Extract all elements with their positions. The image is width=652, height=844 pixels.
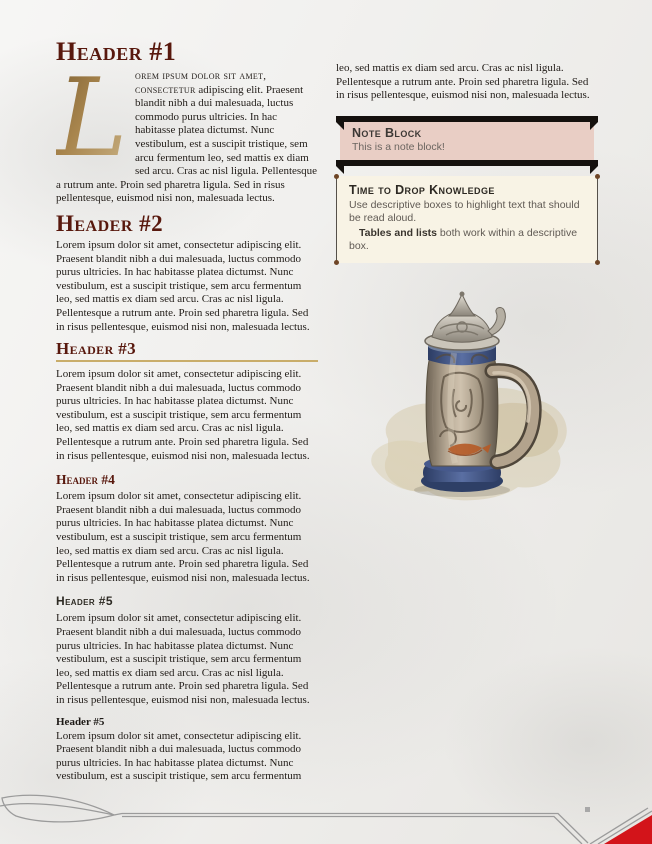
svg-text:L: L bbox=[56, 73, 128, 167]
ribbon-tip-icon bbox=[336, 166, 344, 174]
paragraph-body: adipiscing elit. Praesent blandit nibh a dui malesuada, luctus commodo purus ultricies. In hac habitasse platea dictumst. Nunc vestibulum, est a suscipit tristique, sem arcu fermentum leo, sed mattis ex diam sed arcu. Cras ac nisl ligula. Pellentesque a rutrum ante. Proin sed pharetra ligula. Sed in risus pellentesque, euismod nisi non, malesuada lectus. bbox=[56, 83, 318, 205]
ribbon-tip-icon bbox=[336, 122, 344, 130]
header-3: Header #3 bbox=[56, 340, 318, 362]
page-corner-ribbon-icon bbox=[604, 815, 652, 844]
footer-flourish bbox=[0, 794, 652, 844]
beer-stein-icon bbox=[336, 289, 598, 507]
dropcap-initial-icon bbox=[56, 73, 128, 167]
ribbon-tip-icon bbox=[590, 166, 598, 174]
corner-dot-icon bbox=[334, 260, 339, 265]
note-body bbox=[340, 122, 594, 160]
header-5-bold: Header #5 bbox=[56, 715, 105, 728]
ribbon-tip-icon bbox=[590, 122, 598, 130]
paragraph-continuation: leo, sed mattis ex diam sed arcu. Cras ac nisl ligula. Pellentesque a rutrum ante. Proin sed pharetra ligula. Sed in risus pellentesque, euismod nisi non, malesuada lectus. bbox=[336, 62, 590, 102]
descriptive-box bbox=[336, 176, 598, 263]
corner-dot-icon bbox=[595, 174, 600, 179]
note-block bbox=[336, 116, 598, 166]
paragraph-truncated: Lorem ipsum dolor sit amet, consectetur adipiscing elit. Praesent blandit nibh a dui malesuada, luctus commodo purus ultricies. In hac habitasse platea dictumst. Nunc vestibulum, est a suscipit tristique, sem arcu fermentum bbox=[56, 729, 302, 783]
note-text: This is a note block! bbox=[352, 140, 445, 153]
paragraph: Lorem ipsum dolor sit amet, consectetur adipiscing elit. Praesent blandit nibh a dui malesuada, luctus commodo purus ultricies. In hac habitasse platea dictumst. Nunc vestibulum, est a suscipit tristique, sem arcu fermentum leo, sed mattis ex diam sed arcu. Cras ac nisl ligula. Pellentesque a rutrum ante. Proin sed pharetra ligula. Sed in risus pellentesque, euismod nisi non, malesuada lectus. bbox=[56, 490, 310, 584]
descriptive-box-text-2 bbox=[349, 227, 585, 254]
corner-dot-icon bbox=[595, 260, 600, 265]
corner-dot-icon bbox=[334, 174, 339, 179]
paragraph: Lorem ipsum dolor sit amet, consectetur adipiscing elit. Praesent blandit nibh a dui malesuada, luctus commodo purus ultricies. In hac habitasse platea dictumst. Nunc vestibulum, est a suscipit tristique, sem arcu fermentum leo, sed mattis ex diam sed arcu. Cras ac nisl ligula. Pellentesque a rutrum ante. Proin sed pharetra ligula. Sed in risus pellentesque, euismod nisi non, malesuada lectus. bbox=[56, 368, 310, 462]
header-4: Header #4 bbox=[56, 472, 115, 488]
descriptive-box-text: Use descriptive boxes to highlight text that should be read aloud. bbox=[349, 198, 580, 225]
descriptive-text-rest: both work within a descriptive box. bbox=[349, 226, 578, 253]
paragraph-smallcaps-lead: orem ipsum dolor sit amet, consectetur bbox=[135, 70, 267, 96]
left-column bbox=[56, 38, 318, 786]
note-ribbon-bottom bbox=[336, 160, 598, 166]
descriptive-box-title: Time to Drop Knowledge bbox=[349, 182, 495, 197]
descriptive-bold-lead: Tables and lists bbox=[359, 226, 437, 239]
note-ribbon-top bbox=[336, 116, 598, 122]
stein-illustration bbox=[336, 289, 598, 512]
note-title: Note Block bbox=[352, 125, 422, 140]
paragraph: Lorem ipsum dolor sit amet, consectetur adipiscing elit. Praesent blandit nibh a dui malesuada, luctus commodo purus ultricies. In hac habitasse platea dictumst. Nunc vestibulum, est a suscipit tristique, sem arcu fermentum leo, sed mattis ex diam sed arcu. Cras ac nisl ligula. Pellentesque a rutrum ante. Proin sed pharetra ligula. Sed in risus pellentesque, euismod nisi non, malesuada lectus. bbox=[56, 612, 310, 706]
header-5: Header #5 bbox=[56, 594, 113, 609]
footer-dot-icon bbox=[585, 807, 590, 812]
paragraph-dropcap bbox=[56, 70, 318, 206]
header-2: Header #2 bbox=[56, 210, 164, 236]
paragraph: Lorem ipsum dolor sit amet, consectetur adipiscing elit. Praesent blandit nibh a dui malesuada, luctus commodo purus ultricies. In hac habitasse platea dictumst. Nunc vestibulum, est a suscipit tristique, sem arcu fermentum leo, sed mattis ex diam sed arcu. Cras ac nisl ligula. Pellentesque a rutrum ante. Proin sed pharetra ligula. Sed in risus pellentesque, euismod nisi non, malesuada lectus. bbox=[56, 238, 310, 333]
right-column bbox=[336, 62, 598, 512]
header-1: Header #1 bbox=[56, 37, 177, 66]
